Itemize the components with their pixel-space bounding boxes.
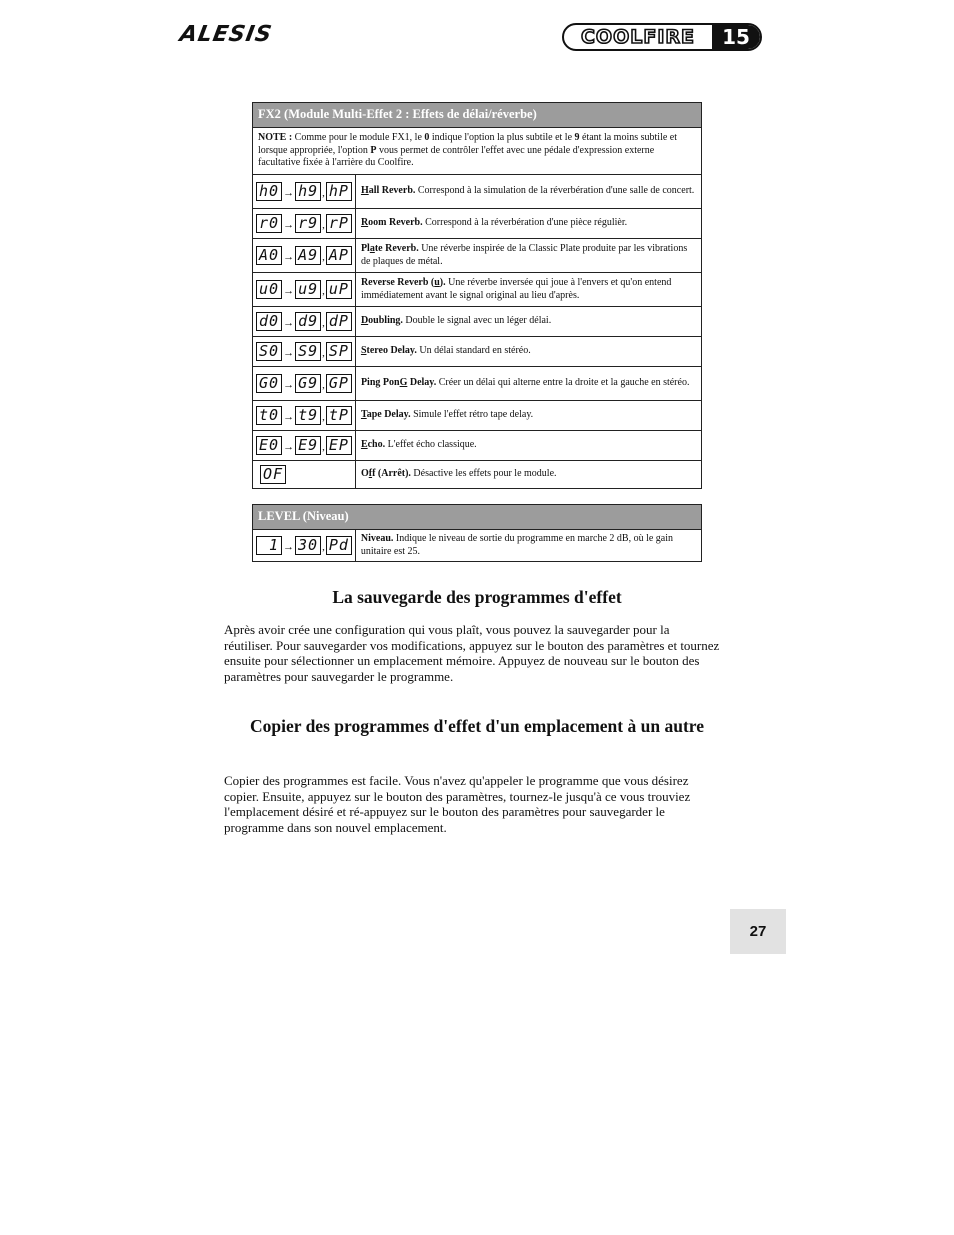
fx2-note — [253, 128, 702, 175]
effect-text: Correspond à la simulation de la réverbération d'une salle de concert. — [415, 185, 695, 197]
section-body-save: Après avoir crée une configuration qui vous plaît, vous pouvez la sauvegarder pour la réutiliser. Pour sauvegarder vos modifications, appuyez sur le bouton des paramètres et tournez ensuite pour sélectionner un emplacement mémoire. Appuyez de nouveau sur le bouton des paramètres pour sauvegarder le programme. — [224, 622, 720, 684]
effect-description — [355, 367, 701, 401]
coolfire-logo-number: 15 — [712, 25, 760, 49]
note-bold-1: 0 — [424, 132, 430, 143]
effect-code-cell — [253, 175, 356, 209]
seg-display: h0 — [256, 182, 282, 201]
effect-code-cell — [253, 307, 356, 337]
effect-description — [355, 273, 701, 307]
seg-display: EP — [326, 436, 352, 455]
seg-display: h9 — [295, 182, 321, 201]
effect-description — [355, 401, 701, 431]
note-text-3: étant la moins subtile et lorsque appropriée, l'option — [258, 132, 677, 156]
range-arrow: → — [283, 219, 295, 232]
effect-text: Créer un délai qui alterne entre la droite et la gauche en stéréo. — [436, 377, 690, 389]
fx2-table — [252, 102, 702, 489]
coolfire-logo — [562, 23, 762, 51]
range-arrow: → — [283, 251, 295, 264]
effect-name-key: a — [369, 243, 375, 254]
effect-name-key: u — [434, 277, 440, 288]
effect-name-key: R — [360, 217, 369, 229]
effect-name — [361, 217, 423, 228]
effect-display-range — [256, 246, 352, 265]
seg-display: A0 — [256, 246, 282, 265]
effect-code-cell — [253, 367, 356, 401]
effect-name-post: ). — [439, 277, 446, 288]
seg-display: E0 — [256, 436, 282, 455]
level-text: Indique le niveau de sortie du programme en marche 2 dB, où le gain unitaire est 25. — [360, 533, 674, 557]
seg-display: d9 — [295, 312, 321, 331]
effect-name-pre: Ping Pon — [360, 377, 400, 389]
separator-comma: , — [322, 441, 325, 454]
seg-display: 1 — [256, 536, 282, 555]
seg-display: OF — [260, 465, 286, 484]
seg-display: GP — [326, 374, 352, 393]
effect-name — [361, 468, 411, 479]
fx2-row — [253, 337, 702, 367]
effect-display-range — [256, 374, 352, 393]
seg-display: r0 — [256, 214, 282, 233]
fx2-row — [253, 461, 702, 489]
level-row — [253, 530, 702, 562]
effect-name-pre: Pl — [360, 243, 370, 254]
effect-name — [361, 345, 417, 356]
effect-display — [260, 465, 286, 484]
section-title-copy: Copier des programmes d'effet d'un emplacement à un autre — [250, 716, 704, 736]
seg-display: dP — [326, 312, 352, 331]
note-bold-2: 9 — [574, 132, 580, 143]
seg-display: r9 — [295, 214, 321, 233]
seg-display: G0 — [256, 374, 282, 393]
seg-display: u0 — [256, 280, 282, 299]
effect-display-range — [256, 280, 352, 299]
separator-comma: , — [322, 411, 325, 424]
effect-description — [355, 239, 701, 273]
seg-display: E9 — [295, 436, 321, 455]
level-label: Niveau. — [360, 533, 394, 544]
effect-name-key: H — [360, 185, 369, 197]
seg-display: u9 — [295, 280, 321, 299]
seg-display: Pd — [326, 536, 352, 555]
seg-display: G9 — [295, 374, 321, 393]
effect-text: Double le signal avec un léger délai. — [402, 315, 552, 327]
effect-name — [361, 377, 436, 388]
note-text-4: vous permet de contrôler l'effet avec une pédale d'expression externe facultative fixée à l'arrière du Coolfire. — [258, 144, 655, 168]
level-table-title: LEVEL (Niveau) — [253, 505, 702, 530]
seg-display: rP — [326, 214, 352, 233]
note-text-2: indique l'option la plus subtile et le — [429, 132, 575, 143]
effect-name-key: S — [360, 345, 367, 357]
effect-text: Une réverbe inspirée de la Classic Plate produite par les vibrations de plaques de métal. — [360, 243, 688, 267]
effect-code-cell — [253, 239, 356, 273]
seg-display: hP — [326, 182, 352, 201]
effect-name-post: tereo Delay. — [366, 345, 417, 357]
effect-display-range — [256, 342, 352, 361]
effect-display-range — [256, 312, 352, 331]
effect-name-post: te Reverb. — [374, 243, 419, 254]
effect-name-key: f — [368, 468, 373, 480]
effect-display-range — [256, 182, 352, 201]
range-arrow: → — [283, 285, 295, 298]
seg-display: A9 — [295, 246, 321, 265]
seg-display: t0 — [256, 406, 282, 425]
effect-name-post: oubling. — [368, 315, 403, 327]
note-label: NOTE : — [258, 132, 293, 143]
effect-name — [361, 315, 403, 326]
level-description — [355, 530, 701, 562]
effect-code-cell — [253, 337, 356, 367]
seg-display: S0 — [256, 342, 282, 361]
effect-name — [361, 409, 411, 420]
range-arrow: → — [283, 441, 295, 454]
effect-display-range — [256, 436, 352, 455]
fx2-rows — [253, 175, 702, 489]
seg-display: AP — [326, 246, 352, 265]
separator-comma: , — [322, 285, 325, 298]
effect-name — [361, 185, 415, 196]
effect-text: L'effet écho classique. — [385, 439, 477, 451]
fx2-row — [253, 307, 702, 337]
level-display-range — [256, 536, 352, 555]
effect-display-range — [256, 214, 352, 233]
effect-text: Désactive les effets pour le module. — [410, 468, 557, 480]
seg-display: S9 — [295, 342, 321, 361]
alesis-logo: ALESIS — [177, 22, 275, 47]
coolfire-logo-word: COOLFIRE — [580, 26, 695, 48]
fx2-row — [253, 367, 702, 401]
range-arrow: → — [283, 541, 294, 554]
seg-display: tP — [326, 406, 352, 425]
effect-name-post: all Reverb. — [368, 185, 416, 197]
fx2-row — [253, 239, 702, 273]
effect-text: Simule l'effet rétro tape delay. — [410, 409, 534, 421]
effect-name — [361, 243, 419, 254]
range-arrow: → — [283, 317, 295, 330]
fx2-row — [253, 175, 702, 209]
effect-name-pre: O — [360, 468, 369, 480]
effect-code-cell — [253, 273, 356, 307]
range-arrow: → — [283, 187, 295, 200]
seg-display: t9 — [295, 406, 321, 425]
effect-name-post: cho. — [367, 439, 386, 451]
section-body-copy: Copier des programmes est facile. Vous n'avez qu'appeler le programme que vous désirez copier. Ensuite, appuyez sur le bouton des paramètres, tournez-le jusqu'à ce vous trouviez l'emplacement désiré et ré-appuyez sur le bouton des paramètres pour sauvegarder le programme dans son nouvel emplacement. — [224, 773, 691, 835]
fx2-table-title: FX2 (Module Multi-Effet 2 : Effets de délai/réverbe) — [253, 103, 702, 128]
note-text-1: Comme pour le module FX1, le — [292, 132, 425, 143]
seg-display: 30 — [295, 536, 321, 555]
separator-comma: , — [322, 219, 325, 232]
effect-text: Une réverbe inversée qui joue à l'envers et qu'on entend immédiatement avant le signal original au lieu d'après. — [360, 277, 672, 301]
effect-description — [355, 175, 701, 209]
fx2-row — [253, 431, 702, 461]
fx2-row — [253, 401, 702, 431]
section-title-save: La sauvegarde des programmes d'effet — [332, 587, 622, 607]
effect-name — [361, 277, 446, 288]
effect-code-cell — [253, 431, 356, 461]
page-number: 27 — [730, 909, 786, 954]
level-code-cell — [253, 530, 356, 562]
effect-name-key: E — [360, 439, 368, 451]
range-arrow: → — [283, 411, 295, 424]
effect-name-post: oom Reverb. — [368, 217, 423, 229]
seg-display: d0 — [256, 312, 282, 331]
effect-text: Correspond à la réverbération d'une pièce régulièr. — [422, 217, 628, 229]
effect-description — [355, 209, 701, 239]
note-bold-3: P — [370, 144, 377, 156]
effect-name-post: f (Arrêt). — [372, 468, 411, 480]
level-table — [252, 504, 702, 562]
effect-name-post: ape Delay. — [366, 409, 411, 421]
effect-description — [355, 337, 701, 367]
separator-comma: , — [322, 541, 325, 554]
effect-name — [361, 439, 385, 450]
effect-code-cell — [253, 461, 356, 489]
effect-name-key: G — [399, 377, 408, 389]
seg-display: uP — [326, 280, 352, 299]
separator-comma: , — [322, 317, 325, 330]
effect-name-key: T — [360, 409, 367, 421]
effect-code-cell — [253, 401, 356, 431]
separator-comma: , — [322, 251, 325, 264]
effect-description — [355, 431, 701, 461]
effect-text: Un délai standard en stéréo. — [416, 345, 531, 357]
effect-code-cell — [253, 209, 356, 239]
separator-comma: , — [322, 379, 325, 392]
effect-name-pre: Reverse Reverb ( — [360, 277, 435, 288]
range-arrow: → — [283, 379, 295, 392]
seg-display: SP — [326, 342, 352, 361]
separator-comma: , — [322, 347, 325, 360]
effect-name-key: D — [360, 315, 369, 327]
effect-description — [355, 461, 701, 489]
separator-comma: , — [322, 187, 325, 200]
effect-display-range — [256, 406, 352, 425]
effect-name-post: Delay. — [407, 377, 437, 389]
effect-description — [355, 307, 701, 337]
range-arrow: → — [283, 347, 295, 360]
fx2-row — [253, 209, 702, 239]
fx2-row — [253, 273, 702, 307]
